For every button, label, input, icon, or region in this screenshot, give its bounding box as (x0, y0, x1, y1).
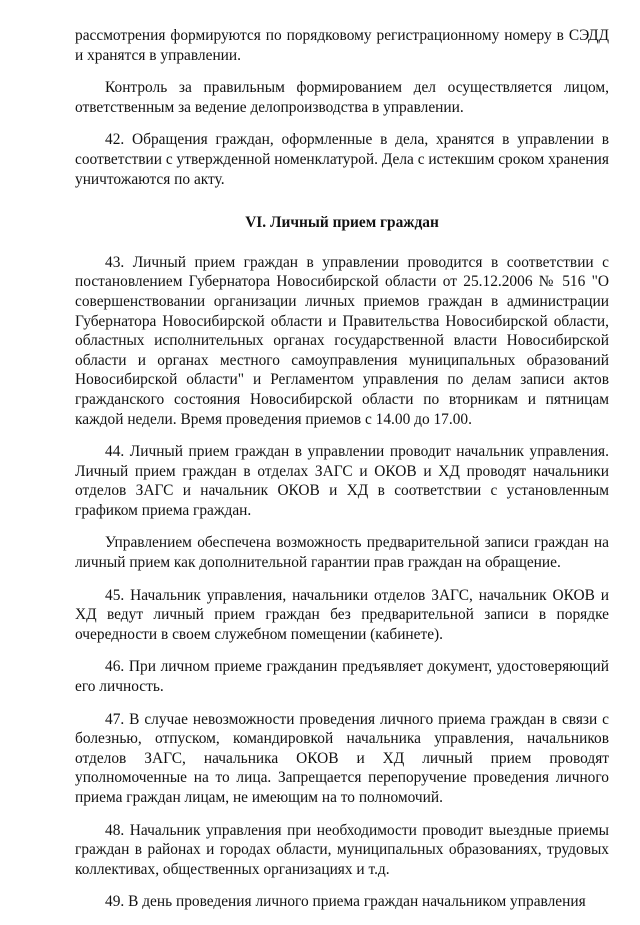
paragraph-47: 47. В случае невозможности проведения личного приема граждан в связи с болезнью, отпуском, командировкой начальника управления, начальников отделов ЗАГС, начальника ОКОВ и ХД личный прием проводят уполномоченные на то лица. Запрещается перепоручение проведения личного приема граждан лицам, не имеющим на то полномочий. (75, 710, 609, 806)
paragraph-43: 43. Личный прием граждан в управлении проводится в соответствии с постановлением Губернатора Новосибирской области от 25.12.2006 № 516 "О совершенствовании организации личных приемов граждан в администрации Губернатора Новосибирской области и Правительства Новосибирской области, областных исполнительных органах государственной власти Новосибирской области и органах местного самоуправления муниципальных образований Новосибирской области" и Регламентом управления по делам записи актов гражданского состояния Новосибирской области по вторникам и пятницам каждой недели. Время проведения приемов с 14.00 до 17.00. (75, 253, 609, 428)
paragraph-48: 48. Начальник управления при необходимости проводит выездные приемы граждан в районах и городах области, муниципальных образованиях, трудовых коллективах, общественных организациях и т.д. (75, 821, 609, 878)
paragraph-46: 46. При личном приеме гражданин предъявляет документ, удостоверяющий его личность. (75, 658, 609, 696)
paragraph-control: Контроль за правильным формированием дел осуществляется лицом, ответственным за ведение делопроизводства в управлении. (75, 79, 609, 116)
paragraph-49: 49. В день проведения личного приема граждан начальником управления (105, 893, 586, 911)
paragraph-continuation: рассмотрения формируются по порядковому регистрационному номеру в СЭДД и хранятся в управлении. (75, 27, 609, 64)
document-page (75, 26, 609, 925)
section-title: VI. Личный прием граждан (245, 214, 439, 232)
paragraph-preregistration: Управлением обеспечена возможность предварительной записи граждан на личный прием как дополнительной гарантии прав граждан на обращение. (75, 534, 609, 572)
paragraph-45: 45. Начальник управления, начальники отделов ЗАГС, начальник ОКОВ и ХД ведут личный прием граждан без предварительной записи в порядке очередности в своем служебном помещении (кабинете). (75, 586, 609, 643)
paragraph-42: 42. Обращения граждан, оформленные в дела, хранятся в управлении в соответствии с утвержденной номенклатурой. Дела с истекшим сроком хранения уничтожаются по акту. (75, 131, 609, 188)
paragraph-44: 44. Личный прием граждан в управлении проводит начальник управления. Личный прием граждан в отделах ЗАГС и ОКОВ и ХД проводят начальники отделов ЗАГС и начальник ОКОВ и ХД в соответствии с установленным графиком приема граждан. (75, 443, 609, 519)
